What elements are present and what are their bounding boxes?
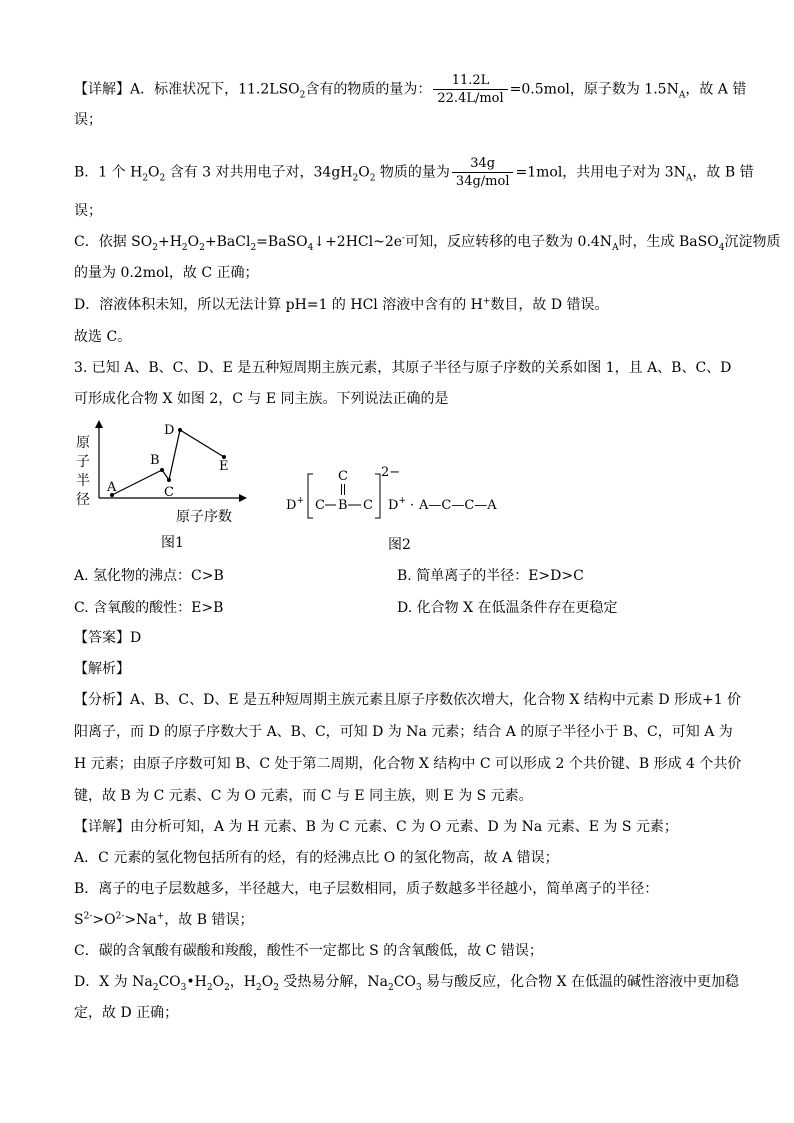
fig1-point-d — [178, 428, 182, 432]
fig2-chain: A—C—C—A — [419, 498, 497, 513]
fig2-charge: 2− — [381, 465, 401, 480]
fig2-right-bracket — [375, 474, 380, 518]
figure-1-radius-chart — [66, 418, 266, 558]
analysis-line-3: H 元素；由原子序数可知 B、C 处于第二周期，化合物 X 结构中 C 可以形成 2 个共价键、B 形成 4 个共价 — [74, 756, 742, 772]
detail-d-line: D．溶液体积未知，所以无法计算 pH=1 的 HCl 溶液中含有的 H+数目，故 D 错误。 — [74, 296, 609, 313]
question-3-line-1: 3. 已知 A、B、C、D、E 是五种短周期主族元素，其原子半径与原子序数的关系如图 1，且 A、B、C、D — [74, 360, 732, 376]
fig2-d-cation-1: D+ — [286, 496, 304, 513]
fig1-label-b: B — [150, 453, 160, 468]
option-c[interactable]: C. 含氧酸的酸性：E>B — [74, 600, 224, 616]
fig1-caption: 图1 — [161, 535, 184, 551]
detail-line-4: $S^{2-}>O^{2-}>Na^+$，故 B 错误； — [74, 911, 254, 928]
detail-c-line: C．依据 $SO_2+H_2O_2+BaCl_2=BaSO_4↓+2HCl\sim 2e^-$可知，反应转移的电子数为 $0.4N_A$时，生成 BaSO$_4$沉淀物质 — [74, 233, 781, 253]
fig2-caption: 图2 — [388, 537, 411, 553]
analysis-heading: 【解析】 — [74, 661, 130, 677]
fraction-moles-so2: $\frac{11.2L}{\text{22.4L/mol}}$ — [433, 72, 507, 107]
fig2-left-c: C — [315, 498, 325, 513]
fig2-center-b: B — [338, 498, 348, 513]
fig1-label-c: C — [164, 485, 174, 500]
detail-line-6: D．X 为 $Na_2CO_3•H_2O_2$，$H_2O_2$ 受热易分解，$Na_2CO_3$ 易与酸反应，化合物 X 在低温的碱性溶液中更加稳 — [74, 974, 740, 993]
fig2-left-bracket — [308, 474, 313, 518]
conclusion-line: 故选 C。 — [74, 329, 132, 345]
fig1-point-c — [167, 478, 171, 482]
fig2-dot: · — [410, 498, 415, 513]
figure-2-structure — [282, 436, 522, 558]
fig2-top-c: C — [338, 469, 348, 484]
fig1-label-e: E — [219, 459, 229, 474]
fig1-ylabel-3: 半 — [76, 473, 90, 489]
option-a[interactable]: A. 氢化物的沸点：C>B — [74, 568, 224, 584]
detail-b-line: B．1 个 $H_2O_2$ 含有 3 对共用电子对，$34gH_2O_2$ 物质的量为 $\frac{34g}{\text{34g/mol}}$ =1mol，共用电子对为 $3N_A$，故 B 错 — [74, 156, 754, 189]
fraction-moles-h2o2: $\frac{34g}{\text{34g/mol}}$ — [452, 155, 514, 190]
analysis-line-4: 键，故 B 为 C 元素、C 为 O 元素，而 C 与 E 同主族，则 E 为 S 元素。 — [74, 788, 533, 804]
option-d[interactable]: D. 化合物 X 在低温条件存在更稳定 — [397, 600, 618, 616]
fig1-ylabel-1: 原 — [76, 435, 90, 451]
detail-line-3: B．离子的电子层数越多，半径越大，电子层数相同，质子数越多半径越小，简单离子的半径： — [74, 881, 659, 897]
answer-line: 【答案】D — [74, 630, 142, 646]
analysis-line-1: 【分析】A、B、C、D、E 是五种短周期主族元素且原子序数依次增大，化合物 X 结构中元素 D 形成+1 价 — [74, 692, 742, 708]
detail-c-line-2: 的量为 0.2mol，故 C 正确； — [74, 265, 259, 281]
detail-line-5: C．碳的含氧酸有碳酸和羧酸，酸性不一定都比 S 的含氧酸低，故 C 错误； — [74, 943, 543, 959]
question-3-line-2: 可形成化合物 X 如图 2，C 与 E 同主族。下列说法正确的是 — [74, 391, 449, 407]
fig1-point-b — [160, 468, 164, 472]
detail-line-7: 定，故 D 正确； — [74, 1005, 179, 1021]
fig1-x-arrow — [239, 494, 247, 502]
fig2-d-cation-2: D+ — [388, 496, 406, 513]
fig1-ylabel-2: 子 — [76, 454, 90, 470]
option-b[interactable]: B. 简单离子的半径：E>D>C — [397, 568, 584, 584]
fig1-ylabel-4: 径 — [76, 492, 90, 508]
fig2-right-c: C — [363, 498, 373, 513]
detail-line-1: 【详解】由分析可知，A 为 H 元素、B 为 C 元素、C 为 O 元素、D 为 Na 元素、E 为 S 元素； — [74, 819, 678, 835]
detail-line-2: A．C 元素的氢化物包括所有的烃，有的烃沸点比 O 的氢化物高，故 A 错误； — [74, 850, 559, 866]
fig1-label-d: D — [164, 423, 175, 438]
detail-a-line-2: 误； — [74, 112, 102, 128]
fig1-xlabel: 原子序数 — [176, 509, 232, 525]
fig1-y-arrow — [95, 420, 103, 428]
detail-b-line-2: 误； — [74, 203, 102, 219]
analysis-line-2: 阳离子，而 D 的原子序数大于 A、B、C，可知 D 为 Na 元素；结合 A 的原子半径小于 B、C，可知 A 为 — [74, 724, 733, 740]
fig1-label-a: A — [107, 480, 117, 495]
detail-a-line: 【详解】A．标准状况下，$11.2LSO_2$含有的物质的量为： $\frac{11.2L}{\text{22.4L/mol}}$ =0.5mol，原子数为 $1.5N_A$，故 A 错 — [74, 73, 747, 106]
